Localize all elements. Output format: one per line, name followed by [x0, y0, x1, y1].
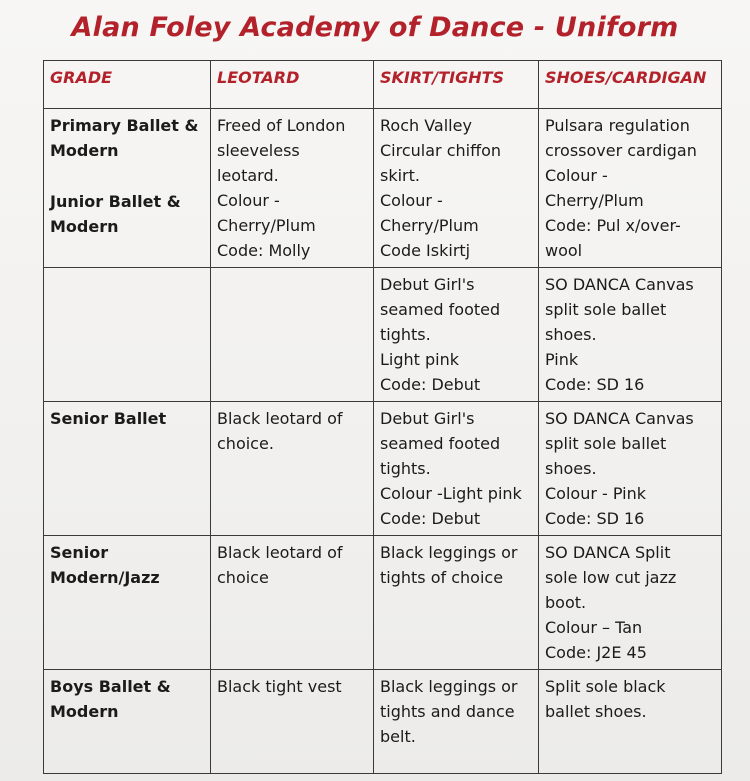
- cell-line: Cherry/Plum: [545, 191, 644, 210]
- leotard-cell: [211, 670, 374, 774]
- cell-line: split sole ballet: [545, 300, 667, 319]
- leotard-cell: [211, 402, 374, 536]
- cell-line: Circular chiffon: [380, 141, 502, 160]
- cell-line: Colour -: [545, 166, 608, 185]
- grade-cell: [44, 268, 211, 402]
- header-skirt-tights: SKIRT/TIGHTS: [374, 61, 539, 109]
- cell-line: tights and dance: [380, 702, 515, 721]
- shoes-cell: [539, 536, 722, 670]
- header-row: [44, 61, 722, 109]
- cell-line: split sole ballet: [545, 434, 667, 453]
- cell-line: Black leotard of: [217, 409, 343, 428]
- cell-line: Code: SD 16: [545, 509, 645, 528]
- table-row: [44, 670, 722, 774]
- cell-line: Pink: [545, 350, 579, 369]
- cell-line: Code Iskirtj: [380, 241, 471, 260]
- cell-line: Roch Valley: [380, 116, 472, 135]
- cell-line: SO DANCA Canvas: [545, 409, 694, 428]
- grade-cell: [44, 109, 211, 268]
- header-grade: GRADE: [44, 61, 211, 109]
- skirt-cell: [374, 670, 539, 774]
- grade-line: Modern/Jazz: [50, 568, 160, 587]
- cell-line: seamed footed: [380, 300, 501, 319]
- grade-line: Senior: [50, 543, 109, 562]
- cell-line: SO DANCA Canvas: [545, 275, 694, 294]
- shoes-cell: [539, 670, 722, 774]
- cell-line: Light pink: [380, 350, 460, 369]
- cell-line: Colour -: [380, 191, 443, 210]
- cell-line: Debut Girl's: [380, 275, 475, 294]
- cell-line: Code: Debut: [380, 509, 481, 528]
- cell-line: Code: Debut: [380, 375, 481, 394]
- grade-line: Modern: [50, 141, 119, 160]
- uniform-table: [43, 60, 722, 774]
- cell-line: sole low cut jazz: [545, 568, 677, 587]
- shoes-cell: [539, 402, 722, 536]
- table-row: [44, 536, 722, 670]
- grade-line: Primary Ballet &: [50, 116, 199, 135]
- grade-cell: [44, 402, 211, 536]
- shoes-cell: [539, 268, 722, 402]
- cell-line: crossover cardigan: [545, 141, 697, 160]
- cell-line: boot.: [545, 593, 587, 612]
- cell-line: Code: Molly: [217, 241, 311, 260]
- skirt-cell: [374, 109, 539, 268]
- cell-line: Colour – Tan: [545, 618, 643, 637]
- cell-line: ballet shoes.: [545, 702, 647, 721]
- cell-line: tights of choice: [380, 568, 504, 587]
- cell-line: shoes.: [545, 325, 597, 344]
- leotard-cell: [211, 109, 374, 268]
- cell-line: Black leggings or: [380, 543, 518, 562]
- table-row: [44, 402, 722, 536]
- cell-line: Colour -Light pink: [380, 484, 522, 503]
- cell-line: tights.: [380, 459, 431, 478]
- cell-line: sleeveless: [217, 141, 300, 160]
- grade-line: Senior Ballet: [50, 409, 167, 428]
- cell-line: seamed footed: [380, 434, 501, 453]
- cell-line: Code: SD 16: [545, 375, 645, 394]
- leotard-cell: [211, 536, 374, 670]
- cell-line: Code: Pul x/over-: [545, 216, 681, 235]
- cell-line: Freed of London: [217, 116, 346, 135]
- grade-line: Modern: [50, 217, 119, 236]
- header-shoes-cardigan: SHOES/CARDIGAN: [539, 61, 722, 109]
- cell-line: choice: [217, 568, 269, 587]
- table-row: [44, 268, 722, 402]
- cell-line: choice.: [217, 434, 274, 453]
- cell-line: skirt.: [380, 166, 420, 185]
- cell-line: SO DANCA Split: [545, 543, 671, 562]
- cell-line: leotard.: [217, 166, 279, 185]
- grade-cell: [44, 670, 211, 774]
- shoes-cell: [539, 109, 722, 268]
- page-title: Alan Foley Academy of Dance - Uniform: [71, 12, 679, 43]
- cell-line: Colour -: [217, 191, 280, 210]
- cell-line: Black leotard of: [217, 543, 343, 562]
- grade-cell: [44, 536, 211, 670]
- skirt-cell: [374, 402, 539, 536]
- header-leotard: LEOTARD: [211, 61, 374, 109]
- leotard-cell: [211, 268, 374, 402]
- cell-line: Debut Girl's: [380, 409, 475, 428]
- cell-line: Black leggings or: [380, 677, 518, 696]
- cell-line: tights.: [380, 325, 431, 344]
- cell-line: Colour - Pink: [545, 484, 647, 503]
- cell-line: Cherry/Plum: [380, 216, 479, 235]
- cell-line: Black tight vest: [217, 677, 342, 696]
- skirt-cell: [374, 536, 539, 670]
- cell-line: belt.: [380, 727, 416, 746]
- cell-line: Split sole black: [545, 677, 666, 696]
- grade-line: Junior Ballet &: [50, 192, 181, 211]
- skirt-cell: [374, 268, 539, 402]
- table-row: [44, 109, 722, 268]
- grade-line: Boys Ballet &: [50, 677, 171, 696]
- cell-line: Cherry/Plum: [217, 216, 316, 235]
- grade-line: Modern: [50, 702, 119, 721]
- cell-line: Code: J2E 45: [545, 643, 647, 662]
- cell-line: shoes.: [545, 459, 597, 478]
- cell-line: Pulsara regulation: [545, 116, 690, 135]
- cell-line: wool: [545, 241, 583, 260]
